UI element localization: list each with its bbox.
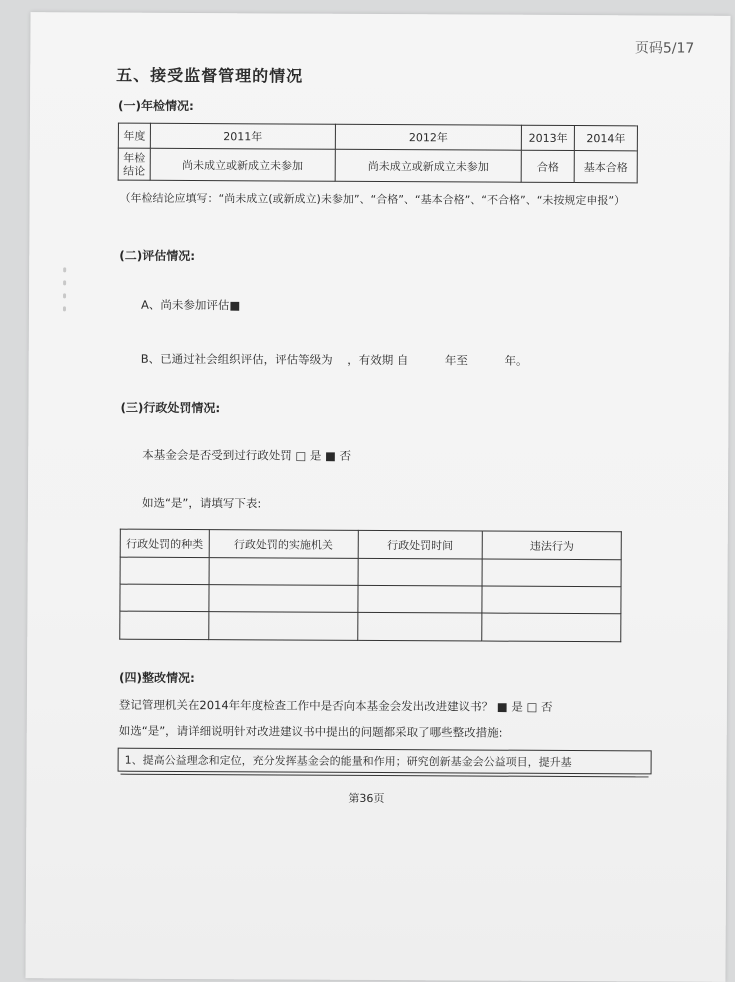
column-header: 违法行为 (482, 531, 621, 560)
result-cell: 合格 (522, 150, 575, 182)
table-cell (120, 611, 209, 639)
column-header: 行政处罚的实施机关 (209, 530, 358, 559)
year-cell: 2012年 (335, 124, 522, 150)
table-cell (120, 584, 209, 611)
rectification-if-yes: 如选“是”，请详细说明针对改进建议书中提出的问题都采取了哪些整改措施: (118, 723, 503, 740)
result-label: 年检结论 (118, 148, 150, 180)
section-title: 五、接受监督管理的情况 (116, 65, 304, 86)
punch-hole (63, 280, 66, 285)
annual-heading: (一)年检情况: (118, 98, 194, 114)
table-cell (209, 585, 358, 613)
table-cell (209, 558, 358, 586)
page-number-top: 页码5/17 (634, 40, 695, 57)
punch-hole (63, 306, 66, 311)
evaluation-heading: (二)评估情况: (119, 248, 196, 264)
table-cell (482, 559, 621, 587)
rectification-heading: (四)整改情况: (119, 670, 195, 686)
checked-square-icon: ■ (229, 298, 241, 313)
table-cell (357, 612, 482, 641)
annual-note: （年检结论应填写：“尚未成立(或新成立)未参加”、“合格”、“基本合格”、“不合格”、“未按规定申报”） (119, 191, 626, 208)
table-cell (209, 612, 358, 641)
year-cell: 2011年 (150, 123, 335, 149)
year-cell: 2013年 (522, 125, 575, 150)
column-header: 行政处罚的种类 (120, 529, 209, 557)
result-cell: 尚未成立或新成立未参加 (150, 148, 335, 181)
table-cell (120, 557, 209, 584)
penalty-table (119, 529, 622, 643)
year-label: 年度 (118, 123, 150, 148)
document-page (25, 12, 730, 982)
evaluation-option-a (141, 297, 240, 314)
penalty-heading: (三)行政处罚情况: (120, 400, 221, 416)
table-cell (482, 586, 621, 614)
result-cell: 基本合格 (574, 151, 637, 183)
column-header: 行政处罚时间 (358, 530, 483, 559)
table-cell (482, 613, 621, 642)
table-cell (357, 585, 482, 613)
year-cell: 2014年 (574, 126, 637, 151)
rectification-answer-box (118, 748, 652, 775)
evaluation-option-b: B、已通过社会组织评估，评估等级为 ，有效期 自 年至 年。 (140, 351, 528, 368)
result-cell: 尚未成立或新成立未参加 (335, 149, 522, 182)
table-cell (358, 558, 483, 586)
punch-hole (63, 267, 66, 272)
rectification-question: 登记管理机关在2014年年度检查工作中是否向本基金会发出改进建议书？ ■ 是 □ 否 (118, 697, 553, 714)
annual-table (118, 123, 638, 184)
footer-page-number: 第36页 (348, 791, 385, 806)
option-a-text: A、尚未参加评估 (140, 297, 230, 313)
rectification-answer: 1、提高公益理念和定位，充分发挥基金会的能量和作用；研究创新基金会公益项目，提升基 (124, 753, 572, 770)
penalty-if-yes: 如选“是”，请填写下表: (141, 495, 262, 511)
penalty-question: 本基金会是否受到过行政处罚 □ 是 ■ 否 (142, 447, 352, 463)
punch-hole (63, 293, 66, 298)
